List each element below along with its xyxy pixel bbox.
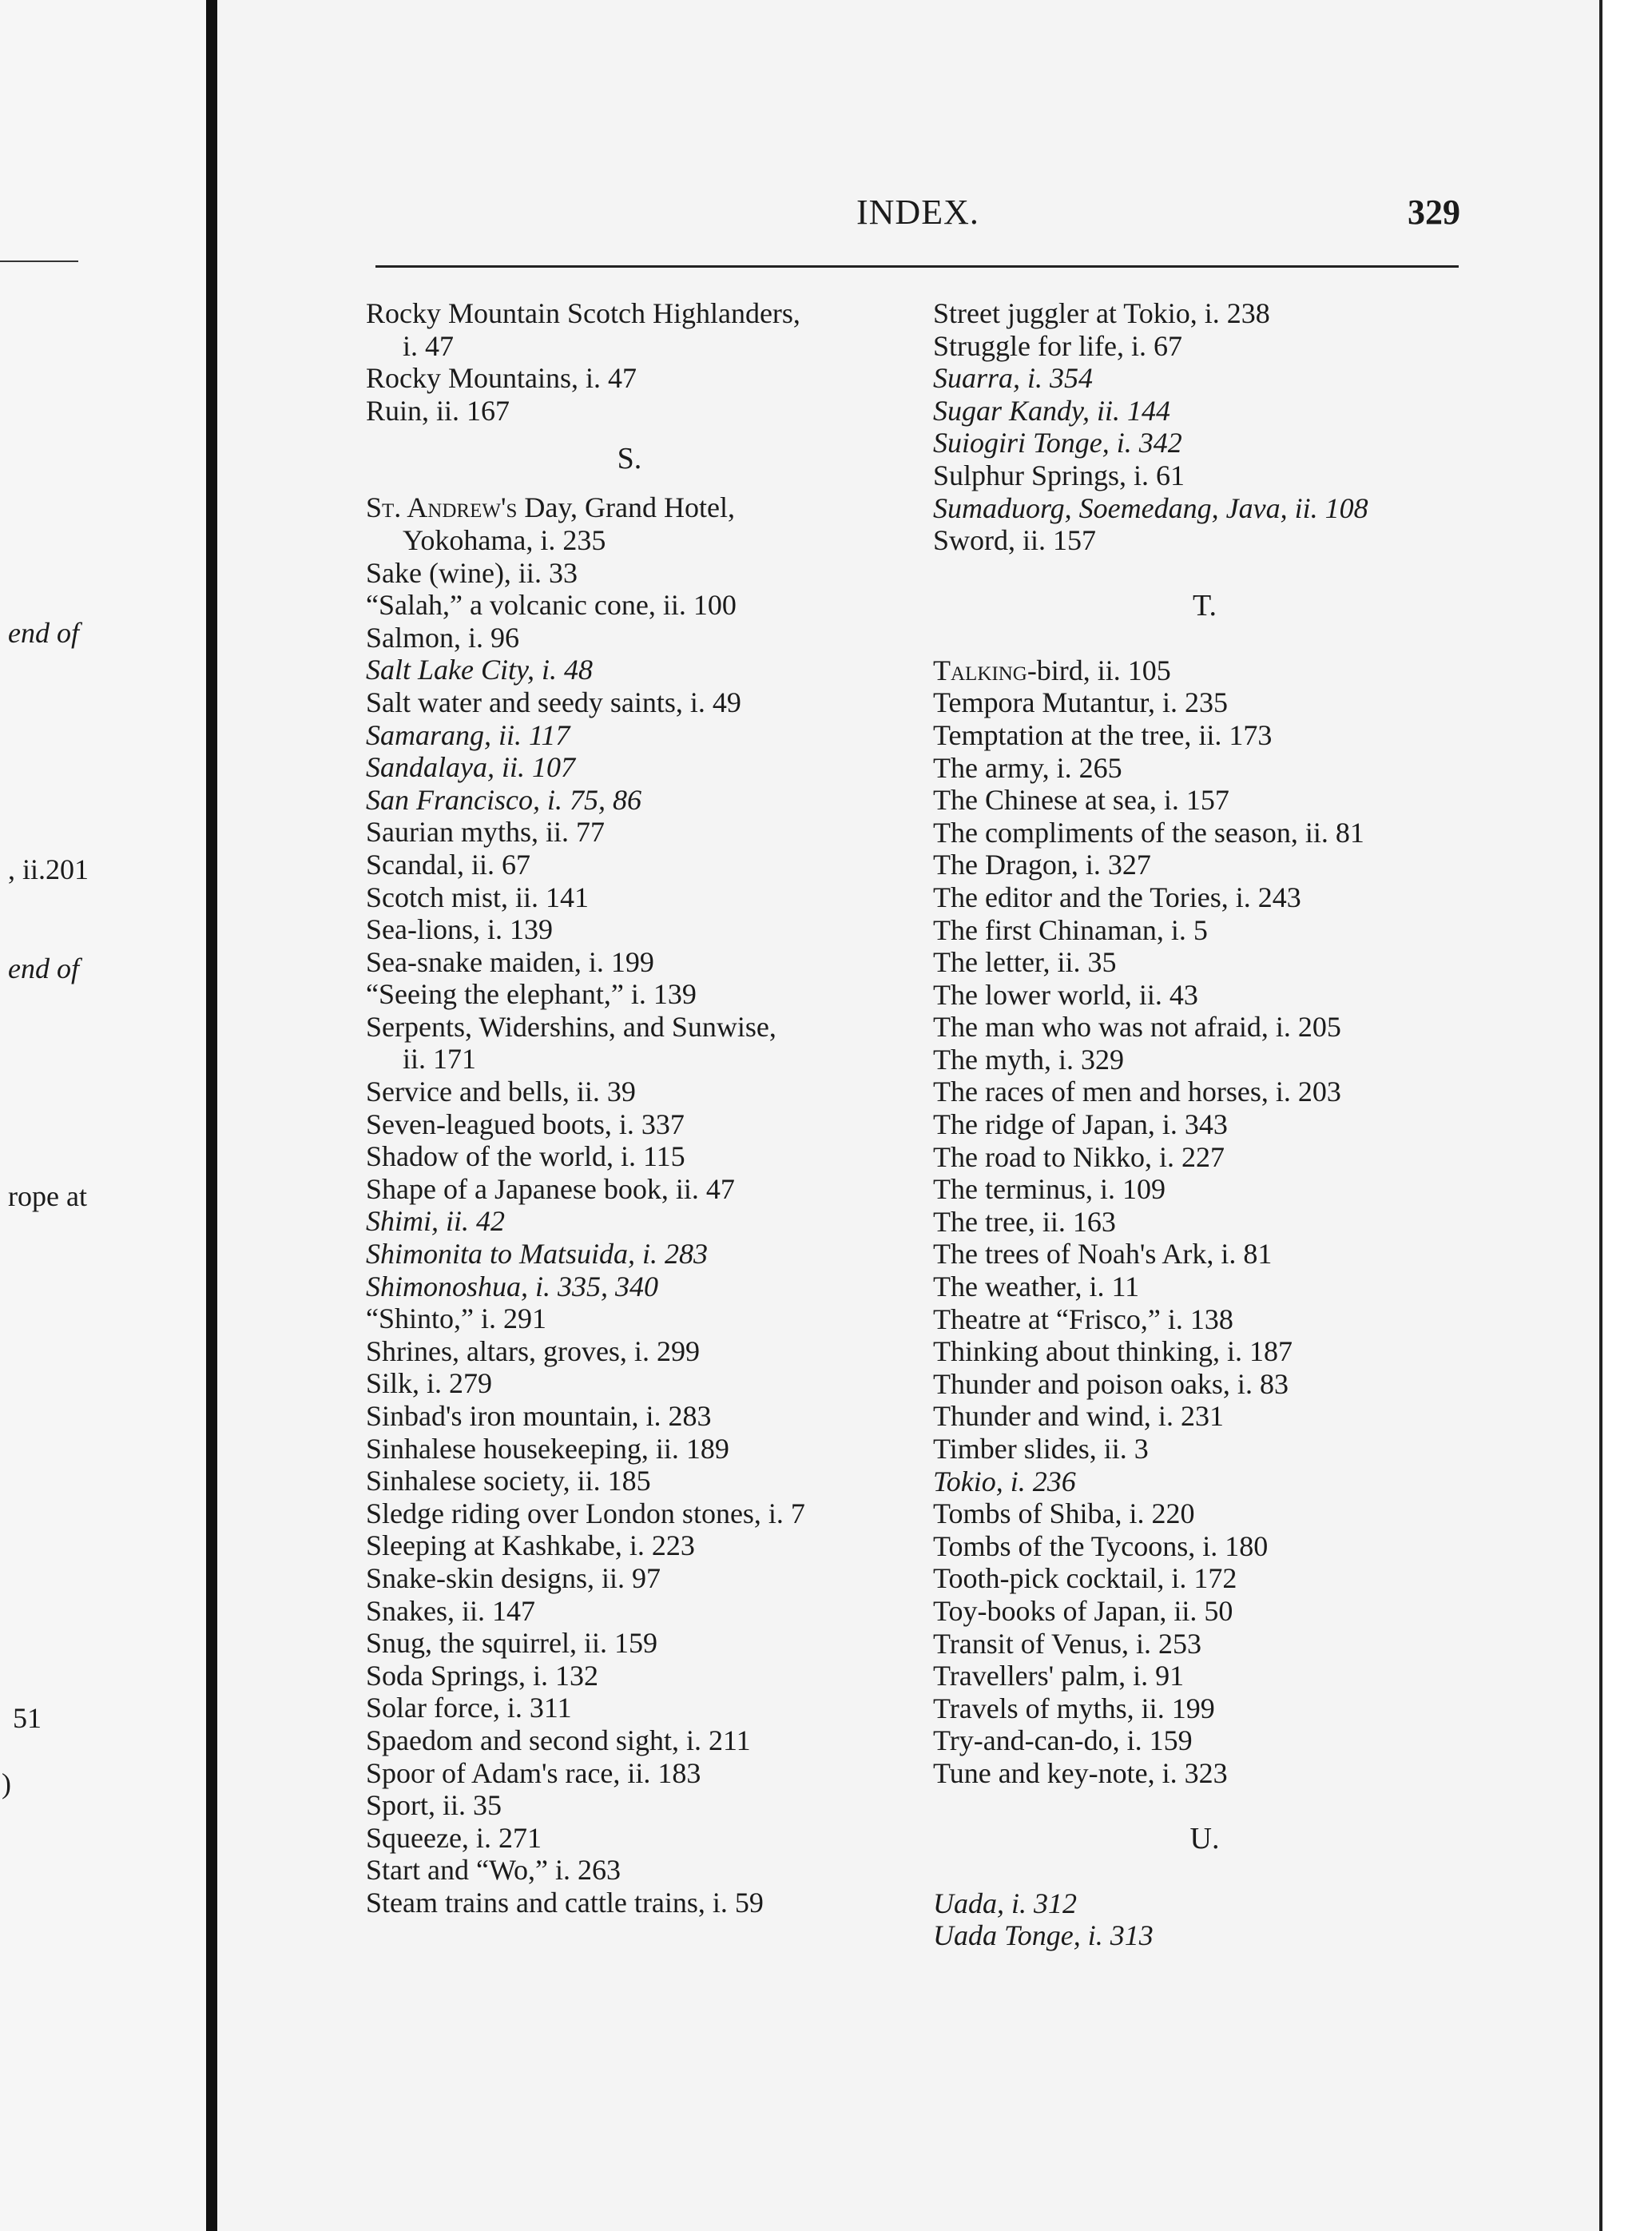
index-entry: The trees of Noah's Ark, i. 81 — [933, 1238, 1273, 1271]
index-entry: Sea-lions, i. 139 — [366, 913, 553, 946]
entry-smallcaps: St. Andrew's — [366, 491, 518, 524]
entry-rest: Day, Grand Hotel, — [517, 491, 735, 524]
index-entry-continuation: Yokohama, i. 235 — [403, 523, 606, 556]
index-entry: Theatre at “Frisco,” i. 138 — [933, 1302, 1233, 1335]
index-entry: Salmon, i. 96 — [366, 621, 520, 654]
index-entry: Sledge riding over London stones, i. 7 — [366, 1497, 805, 1529]
index-entry: Sumaduorg, Soemedang, Java, ii. 108 — [933, 491, 1368, 524]
index-entry: Tombs of Shiba, i. 220 — [933, 1497, 1195, 1530]
index-entry: Shimonita to Matsuida, i. 283 — [366, 1238, 709, 1271]
index-entry: Soda Springs, i. 132 — [366, 1659, 599, 1692]
book-gutter — [206, 0, 217, 2231]
index-entry: Ruin, ii. 167 — [366, 394, 510, 427]
index-entry: Salt water and seedy saints, i. 49 — [366, 686, 741, 718]
index-entry: Travellers' palm, i. 91 — [933, 1660, 1185, 1692]
index-entry: The myth, i. 329 — [933, 1043, 1124, 1076]
index-entry: Sinhalese society, ii. 185 — [366, 1465, 651, 1497]
index-entry: Sleeping at Kashkabe, i. 223 — [366, 1529, 695, 1562]
index-entry: Seven-leagued boots, i. 337 — [366, 1108, 685, 1140]
index-entry: The tree, ii. 163 — [933, 1205, 1116, 1238]
index-column-left — [366, 297, 893, 1919]
index-entry: Spaedom and second sight, i. 211 — [366, 1724, 751, 1756]
page-number: 329 — [1408, 193, 1460, 232]
index-entry: Shrines, altars, groves, i. 299 — [366, 1334, 700, 1367]
index-entry: Silk, i. 279 — [366, 1367, 493, 1400]
previous-page-edge — [0, 0, 206, 2231]
index-entry: Spoor of Adam's race, ii. 183 — [366, 1756, 701, 1789]
index-entry: The Chinese at sea, i. 157 — [933, 784, 1229, 817]
index-entry: The lower world, ii. 43 — [933, 978, 1198, 1011]
previous-page-fragment: rope at — [8, 1180, 87, 1212]
index-entry: Shadow of the world, i. 115 — [366, 1140, 685, 1173]
index-entry: Samarang, ii. 117 — [366, 718, 570, 751]
previous-page-fragment: end of — [8, 617, 79, 649]
index-entry: Snakes, ii. 147 — [366, 1594, 535, 1627]
index-entry: San Francisco, i. 75, 86 — [366, 783, 641, 816]
index-entry: Tooth-pick cocktail, i. 172 — [933, 1562, 1237, 1595]
index-entry: Tombs of the Tycoons, i. 180 — [933, 1529, 1269, 1562]
index-entry — [366, 491, 893, 524]
index-entry: Transit of Venus, i. 253 — [933, 1627, 1202, 1660]
running-title: INDEX. — [856, 193, 979, 232]
index-entry: Travels of myths, ii. 199 — [933, 1692, 1215, 1724]
index-entry: The man who was not afraid, i. 205 — [933, 1011, 1341, 1044]
index-entry: Solar force, i. 311 — [366, 1692, 572, 1724]
index-entry-continuation: ii. 171 — [403, 1043, 477, 1076]
index-entry: Tune and key-note, i. 323 — [933, 1756, 1228, 1789]
page-edge-line — [1599, 0, 1602, 2231]
index-entry: Rocky Mountain Scotch Highlanders, — [366, 297, 800, 329]
index-entry: Sake (wine), ii. 33 — [366, 556, 578, 589]
index-entry: Thunder and poison oaks, i. 83 — [933, 1367, 1289, 1400]
index-entry: Shimonoshua, i. 335, 340 — [366, 1270, 659, 1302]
section-letter-u: U. — [1189, 1821, 1220, 1855]
index-entry: Service and bells, ii. 39 — [366, 1076, 636, 1108]
previous-page-rule — [0, 260, 78, 262]
previous-page-fragment: end of — [8, 952, 79, 984]
index-entry: Sword, ii. 157 — [933, 524, 1097, 557]
index-entry: Shimi, ii. 42 — [366, 1205, 506, 1238]
index-entry: The first Chinaman, i. 5 — [933, 913, 1208, 946]
index-entry: Sandalaya, ii. 107 — [366, 751, 575, 784]
index-entry: Thinking about thinking, i. 187 — [933, 1335, 1293, 1368]
index-entry: Struggle for life, i. 67 — [933, 329, 1182, 362]
index-entry: Sport, ii. 35 — [366, 1789, 502, 1822]
index-entry: The terminus, i. 109 — [933, 1173, 1166, 1206]
previous-page-fragment: , ii.201 — [8, 853, 89, 885]
index-entry: Scandal, ii. 67 — [366, 848, 530, 881]
index-entry: Sinhalese housekeeping, ii. 189 — [366, 1432, 729, 1465]
index-entry: Sulphur Springs, i. 61 — [933, 459, 1185, 491]
index-entry: Toy-books of Japan, ii. 50 — [933, 1594, 1233, 1627]
right-margin — [1599, 0, 1652, 2231]
index-entry: Uada, i. 312 — [933, 1887, 1077, 1919]
index-entry: The road to Nikko, i. 227 — [933, 1140, 1225, 1173]
index-entry: Suarra, i. 354 — [933, 362, 1094, 395]
section-letter-s: S. — [617, 442, 642, 476]
index-entry: The races of men and horses, i. 203 — [933, 1076, 1341, 1108]
index-entry: The army, i. 265 — [933, 751, 1122, 784]
index-entry: Temptation at the tree, ii. 173 — [933, 718, 1273, 751]
index-entry: The Dragon, i. 327 — [933, 849, 1151, 881]
index-entry: The weather, i. 11 — [933, 1271, 1140, 1303]
index-entry: Snug, the squirrel, ii. 159 — [366, 1627, 657, 1660]
index-entry: Snake-skin designs, ii. 97 — [366, 1561, 661, 1594]
index-entry-continuation: i. 47 — [403, 329, 455, 362]
index-entry: “Seeing the elephant,” i. 139 — [366, 978, 697, 1011]
index-entry: Steam trains and cattle trains, i. 59 — [366, 1886, 764, 1919]
index-entry: Start and “Wo,” i. 263 — [366, 1854, 621, 1887]
index-entry: Sinbad's iron mountain, i. 283 — [366, 1400, 712, 1432]
index-entry: Uada Tonge, i. 313 — [933, 1919, 1154, 1952]
index-entry: The editor and the Tories, i. 243 — [933, 881, 1301, 913]
index-entry: Suiogiri Tonge, i. 342 — [933, 427, 1182, 459]
index-entry: Serpents, Widershins, and Sunwise, — [366, 1010, 776, 1043]
index-entry — [933, 654, 1476, 687]
index-entry: Tempora Mutantur, i. 235 — [933, 686, 1228, 719]
index-entry: Sea-snake maiden, i. 199 — [366, 945, 654, 978]
index-entry: Squeeze, i. 271 — [366, 1821, 542, 1854]
index-entry: Street juggler at Tokio, i. 238 — [933, 297, 1270, 329]
index-column-right — [933, 297, 1476, 1952]
index-entry: Salt Lake City, i. 48 — [366, 654, 593, 686]
index-entry: Thunder and wind, i. 231 — [933, 1400, 1224, 1433]
section-letter-t: T. — [1193, 588, 1217, 622]
index-entry: Saurian myths, ii. 77 — [366, 816, 605, 849]
index-entry: Scotch mist, ii. 141 — [366, 881, 589, 913]
previous-page-fragment: 51 — [13, 1702, 42, 1734]
index-entry: Try-and-can-do, i. 159 — [933, 1724, 1193, 1757]
index-entry: The compliments of the season, ii. 81 — [933, 816, 1364, 849]
index-entry: The ridge of Japan, i. 343 — [933, 1108, 1228, 1141]
index-entry: Timber slides, ii. 3 — [933, 1433, 1149, 1465]
index-entry: “Salah,” a volcanic cone, ii. 100 — [366, 589, 737, 622]
index-entry: Sugar Kandy, ii. 144 — [933, 394, 1171, 427]
index-entry: “Shinto,” i. 291 — [366, 1302, 546, 1335]
entry-smallcaps: Talking — [933, 654, 1027, 686]
entry-rest: -bird, ii. 105 — [1027, 654, 1171, 686]
index-entry: Tokio, i. 236 — [933, 1465, 1076, 1497]
index-entry: Shape of a Japanese book, ii. 47 — [366, 1172, 735, 1205]
index-entry: Rocky Mountains, i. 47 — [366, 362, 637, 395]
header-rule — [375, 265, 1459, 268]
index-entry: The letter, ii. 35 — [933, 946, 1117, 979]
previous-page-fragment: ) — [2, 1768, 11, 1800]
